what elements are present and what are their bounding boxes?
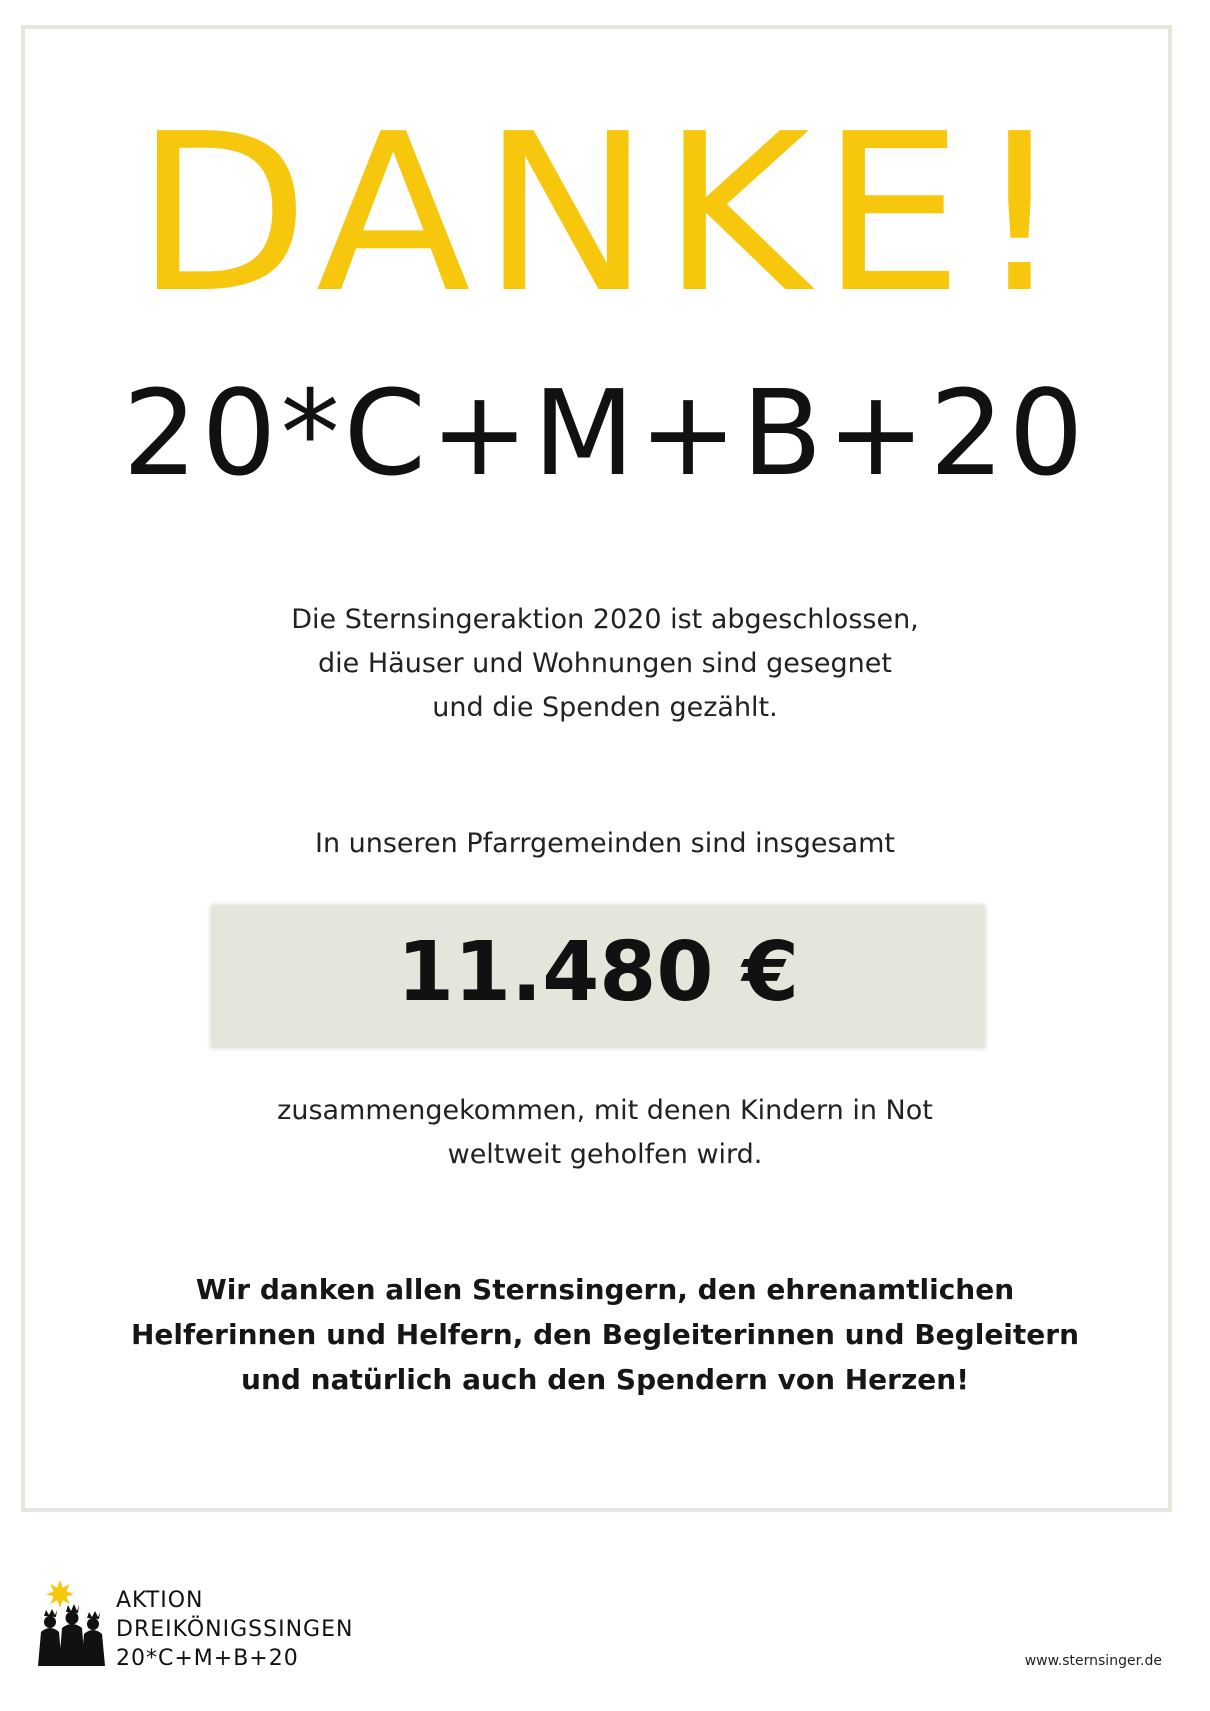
intro-line: Die Sternsingeraktion 2020 ist abgeschlossen, bbox=[291, 604, 919, 635]
logo-line: 20*C+M+B+20 bbox=[116, 1646, 299, 1671]
website-link[interactable]: www.sternsinger.de bbox=[1024, 1653, 1162, 1669]
donation-amount: 11.480 € bbox=[396, 925, 800, 1020]
three-kings-star-icon bbox=[32, 1580, 108, 1670]
thanks-paragraph bbox=[0, 1267, 1210, 1402]
logo-line: DREIKÖNIGSSINGEN bbox=[116, 1617, 354, 1642]
logo-line: AKTION bbox=[116, 1588, 204, 1613]
amount-box bbox=[211, 905, 985, 1048]
result-line: zusammengekommen, mit denen Kindern in Not bbox=[277, 1095, 933, 1126]
blessing-code: 20*C+M+B+20 bbox=[122, 364, 1088, 502]
intro-line: und die Spenden gezählt. bbox=[432, 692, 778, 723]
result-paragraph bbox=[0, 1089, 1210, 1177]
thanks-line: und natürlich auch den Spendern von Herzen! bbox=[241, 1363, 969, 1396]
lead-in-text: In unseren Pfarrgemeinden sind insgesamt bbox=[314, 828, 895, 859]
headline: DANKE! bbox=[134, 88, 1076, 341]
intro-line: die Häuser und Wohnungen sind gesegnet bbox=[318, 648, 892, 679]
intro-paragraph bbox=[0, 598, 1210, 730]
logo-wordmark bbox=[116, 1586, 353, 1673]
result-line: weltweit geholfen wird. bbox=[447, 1139, 763, 1170]
thanks-line: Helferinnen und Helfern, den Begleiterinnen und Begleitern bbox=[130, 1318, 1080, 1351]
sternsinger-logo bbox=[32, 1580, 362, 1670]
thanks-line: Wir danken allen Sternsingern, den ehrenamtlichen bbox=[195, 1273, 1015, 1306]
